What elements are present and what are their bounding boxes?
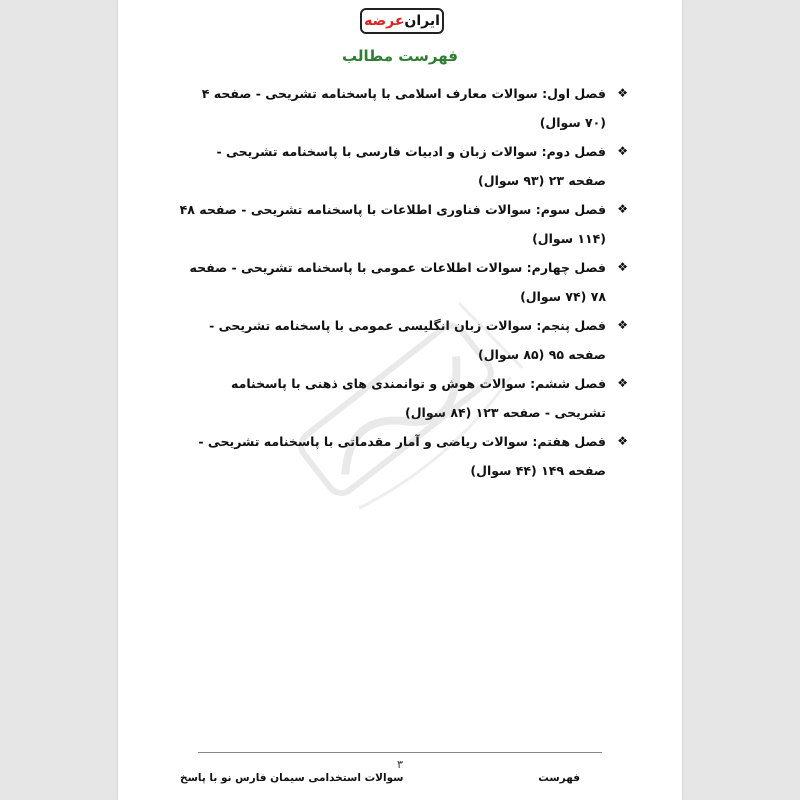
toc-item	[178, 253, 628, 311]
footer-divider	[198, 752, 602, 753]
toc-item	[178, 311, 628, 369]
toc-item-text: فصل پنجم: سوالات زبان انگلیسی عمومی با پاسخنامه تشریحی - صفحه ۹۵ (۸۵ سوال)	[209, 318, 606, 362]
diamond-bullet-icon: ❖	[617, 260, 628, 274]
diamond-bullet-icon: ❖	[617, 434, 628, 448]
page-number: ۳	[397, 758, 403, 771]
toc-item	[178, 79, 628, 137]
toc-item-text: فصل دوم: سوالات زبان و ادبیات فارسی با پاسخنامه تشریحی - صفحه ۲۳ (۹۳ سوال)	[216, 144, 606, 188]
toc-item-text: فصل هفتم: سوالات ریاضی و آمار مقدماتی با پاسخنامه تشریحی - صفحه ۱۴۹ (۴۴ سوال)	[198, 434, 606, 478]
diamond-bullet-icon: ❖	[617, 318, 628, 332]
toc-item	[178, 369, 628, 427]
toc-item	[178, 137, 628, 195]
footer-section-label: فهرست	[538, 772, 580, 784]
toc-title: فهرست مطالب	[342, 47, 458, 65]
logo-text-main: ایران	[404, 13, 440, 29]
diamond-bullet-icon: ❖	[617, 376, 628, 390]
toc-item	[178, 427, 628, 485]
diamond-bullet-icon: ❖	[617, 86, 628, 100]
brand-logo	[360, 8, 444, 34]
toc-item-text: فصل اول: سوالات معارف اسلامی با پاسخنامه تشریحی - صفحه ۴ (۷۰ سوال)	[201, 86, 606, 130]
diamond-bullet-icon: ❖	[617, 202, 628, 216]
toc-item-text: فصل سوم: سوالات فناوری اطلاعات با پاسخنامه تشریحی - صفحه ۴۸ (۱۱۴ سوال)	[179, 202, 606, 246]
footer-book-title: سوالات استخدامی سیمان فارس نو با پاسخ	[180, 772, 404, 784]
toc-list	[178, 79, 628, 485]
toc-item-text: فصل ششم: سوالات هوش و توانمندی های ذهنی با پاسخنامه تشریحی - صفحه ۱۲۳ (۸۴ سوال)	[231, 376, 606, 420]
diamond-bullet-icon: ❖	[617, 144, 628, 158]
toc-item	[178, 195, 628, 253]
toc-item-text: فصل چهارم: سوالات اطلاعات عمومی با پاسخنامه تشریحی - صفحه ۷۸ (۷۴ سوال)	[189, 260, 606, 304]
logo-text-accent: عرضه	[364, 13, 405, 29]
document-page	[118, 0, 682, 800]
